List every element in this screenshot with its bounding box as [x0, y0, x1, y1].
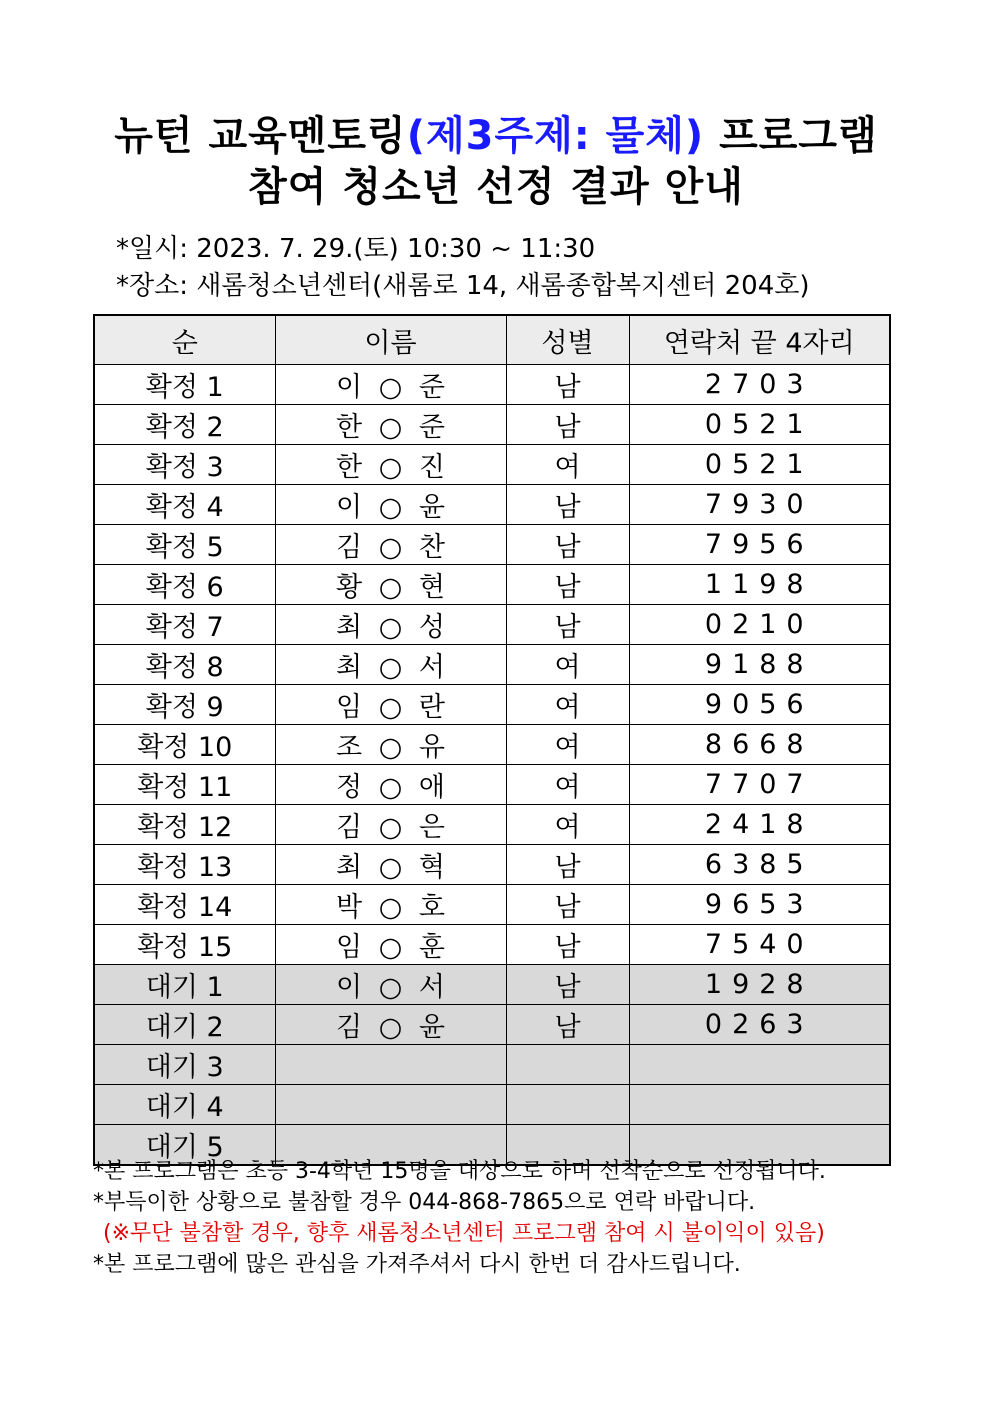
header-name: 이름	[275, 315, 506, 365]
table-row	[94, 725, 890, 765]
table-header-row	[94, 315, 890, 365]
table-row	[94, 845, 890, 885]
cell-name: 한 ○ 진	[275, 445, 506, 485]
cell-order: 확정 3	[94, 445, 275, 485]
cell-phone: 1198	[629, 565, 890, 605]
cell-gender: 여	[506, 685, 629, 725]
cell-name: 박 ○ 호	[275, 885, 506, 925]
cell-gender: 남	[506, 365, 629, 405]
cell-name: 한 ○ 준	[275, 405, 506, 445]
header-order: 순	[94, 315, 275, 365]
cell-order: 확정 1	[94, 365, 275, 405]
cell-order: 대기 2	[94, 1005, 275, 1045]
cell-gender: 여	[506, 805, 629, 845]
cell-order: 확정 4	[94, 485, 275, 525]
cell-gender: 남	[506, 845, 629, 885]
table-row	[94, 525, 890, 565]
cell-phone: 2418	[629, 805, 890, 845]
page-title-line2: 참여 청소년 선정 결과 안내	[248, 164, 744, 210]
cell-gender	[506, 1045, 629, 1085]
cell-order: 대기 4	[94, 1085, 275, 1125]
notes-section	[93, 1156, 953, 1280]
cell-name: 김 ○ 찬	[275, 525, 506, 565]
cell-gender: 여	[506, 645, 629, 685]
title-part-after: 프로그램	[704, 113, 878, 159]
cell-name: 이 ○ 서	[275, 965, 506, 1005]
note-target: *본 프로그램은 초등 3-4학년 15명을 대상으로 하며 선착순으로 선정됩니다.	[93, 1159, 826, 1184]
participant-table	[93, 314, 891, 1166]
cell-gender: 여	[506, 445, 629, 485]
note-contact: *부득이한 상황으로 불참할 경우 044-868-7865으로 연락 바랍니다.	[93, 1190, 756, 1215]
table-row-waitlist	[94, 1085, 890, 1125]
cell-name: 이 ○ 준	[275, 365, 506, 405]
cell-phone: 7707	[629, 765, 890, 805]
cell-gender: 남	[506, 965, 629, 1005]
cell-order: 확정 11	[94, 765, 275, 805]
table-row	[94, 925, 890, 965]
cell-name: 황 ○ 현	[275, 565, 506, 605]
cell-order: 확정 14	[94, 885, 275, 925]
cell-gender	[506, 1085, 629, 1125]
event-place: *장소: 새롬청소년센터(새롬로 14, 새롬종합복지센터 204호)	[116, 271, 810, 301]
title-topic-highlight: (제3주제: 물체)	[406, 113, 705, 159]
cell-name: 임 ○ 훈	[275, 925, 506, 965]
table-row-waitlist	[94, 1005, 890, 1045]
cell-name: 최 ○ 서	[275, 645, 506, 685]
cell-name	[275, 1085, 506, 1125]
cell-name: 김 ○ 은	[275, 805, 506, 845]
cell-phone	[629, 1045, 890, 1085]
cell-order: 확정 9	[94, 685, 275, 725]
page-title-line1	[0, 112, 992, 160]
cell-phone: 7540	[629, 925, 890, 965]
cell-order: 확정 15	[94, 925, 275, 965]
title-part-before: 뉴턴 교육멘토링	[114, 113, 407, 159]
table-row	[94, 645, 890, 685]
table-row	[94, 805, 890, 845]
table-row	[94, 885, 890, 925]
note-thanks: *본 프로그램에 많은 관심을 가져주셔서 다시 한번 더 감사드립니다.	[93, 1252, 741, 1277]
cell-phone: 9188	[629, 645, 890, 685]
cell-order: 확정 13	[94, 845, 275, 885]
cell-name: 임 ○ 란	[275, 685, 506, 725]
table-row	[94, 445, 890, 485]
cell-gender: 남	[506, 485, 629, 525]
cell-gender: 남	[506, 605, 629, 645]
cell-order: 확정 2	[94, 405, 275, 445]
table-row	[94, 685, 890, 725]
cell-gender: 남	[506, 1005, 629, 1045]
cell-gender: 남	[506, 925, 629, 965]
cell-order: 대기 5	[94, 1125, 275, 1166]
cell-phone: 1928	[629, 965, 890, 1005]
cell-phone: 7930	[629, 485, 890, 525]
cell-phone: 0521	[629, 405, 890, 445]
table-row	[94, 605, 890, 645]
table-row	[94, 485, 890, 525]
table-row-waitlist	[94, 1045, 890, 1085]
cell-gender: 남	[506, 405, 629, 445]
cell-phone: 9056	[629, 685, 890, 725]
cell-phone: 0263	[629, 1005, 890, 1045]
cell-phone: 6385	[629, 845, 890, 885]
cell-order: 확정 12	[94, 805, 275, 845]
cell-gender: 남	[506, 525, 629, 565]
cell-phone: 2703	[629, 365, 890, 405]
cell-order: 확정 10	[94, 725, 275, 765]
cell-phone: 9653	[629, 885, 890, 925]
header-gender: 성별	[506, 315, 629, 365]
event-date: *일시: 2023. 7. 29.(토) 10:30 ~ 11:30	[116, 234, 596, 264]
cell-name: 최 ○ 혁	[275, 845, 506, 885]
table-row	[94, 405, 890, 445]
cell-name: 정 ○ 애	[275, 765, 506, 805]
cell-name: 김 ○ 윤	[275, 1005, 506, 1045]
cell-order: 확정 8	[94, 645, 275, 685]
cell-phone: 0521	[629, 445, 890, 485]
cell-gender: 남	[506, 885, 629, 925]
cell-gender: 여	[506, 765, 629, 805]
cell-name	[275, 1045, 506, 1085]
table-row	[94, 565, 890, 605]
table-row	[94, 765, 890, 805]
table-row-waitlist	[94, 965, 890, 1005]
table-row	[94, 365, 890, 405]
cell-gender: 남	[506, 565, 629, 605]
cell-name: 최 ○ 성	[275, 605, 506, 645]
note-warning: (※무단 불참할 경우, 향후 새롬청소년센터 프로그램 참여 시 불이익이 있음)	[103, 1221, 825, 1246]
cell-order: 대기 3	[94, 1045, 275, 1085]
cell-name: 이 ○ 윤	[275, 485, 506, 525]
cell-phone: 7956	[629, 525, 890, 565]
cell-name: 조 ○ 유	[275, 725, 506, 765]
cell-order: 대기 1	[94, 965, 275, 1005]
header-phone: 연락처 끝 4자리	[629, 315, 890, 365]
cell-order: 확정 6	[94, 565, 275, 605]
cell-order: 확정 5	[94, 525, 275, 565]
cell-phone: 8668	[629, 725, 890, 765]
cell-phone	[629, 1085, 890, 1125]
cell-gender: 여	[506, 725, 629, 765]
cell-phone: 0210	[629, 605, 890, 645]
cell-order: 확정 7	[94, 605, 275, 645]
